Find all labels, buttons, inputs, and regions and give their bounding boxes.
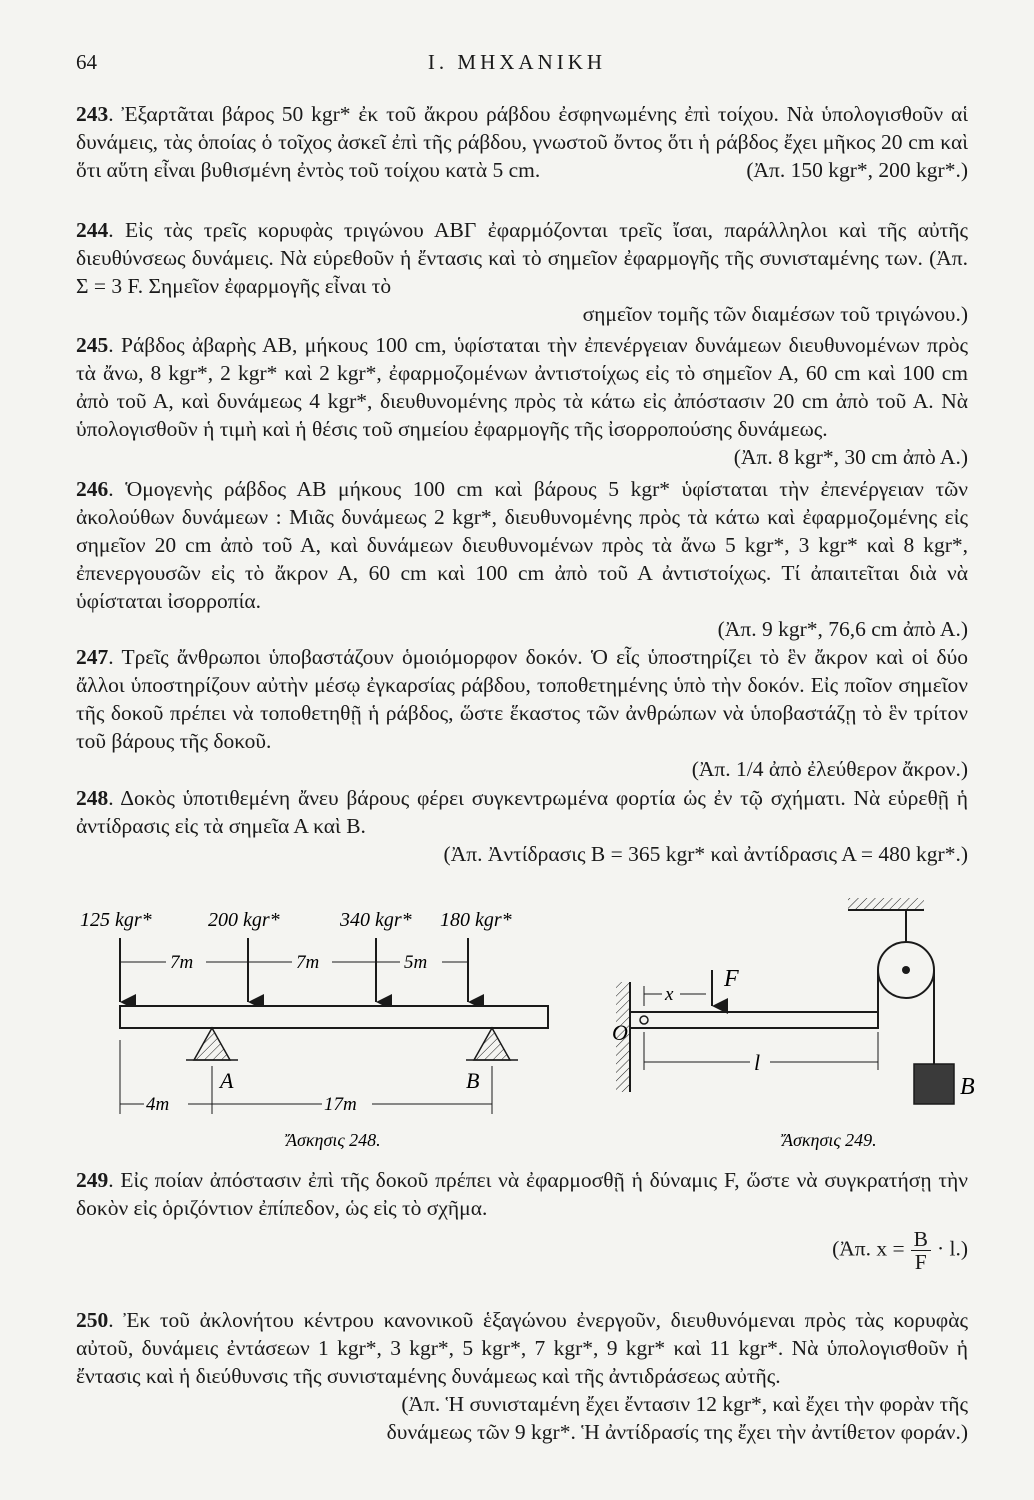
running-title: Ι. ΜΗΧΑΝΙΚΗ bbox=[427, 50, 607, 74]
problem-number: 246 bbox=[76, 477, 109, 501]
answer-suffix: · l.) bbox=[936, 1236, 968, 1261]
problem-text: Ὁμογενὴς ράβδος ΑΒ μήκους 100 cm καὶ βάρους 5 kgr* ὑφίσταται τὴν ἐπενέργειαν τῶν ἀκολούθων δυνάμεων : Μιᾶς δυνάμεως 2 kgr*, διευθυνομένης πρὸς τὰ κάτω καὶ ἐφαρμοζομένης εἰς σημεῖον 20 cm ἀπὸ τοῦ Α, καὶ δυνάμεων διευθυνομένων πρὸς τὰ ἄνω 5 kgr*, 3 kgr* καὶ 8 kgr*, ἐπενεργουσῶν εἰς τὸ ἄκρον Α, 60 cm καὶ 100 cm ἀπὸ τοῦ Α ἀντιστοίχως. Τί ἀπαιτεῖται διὰ νὰ ὑφίσταται ἰσορροπία. bbox=[76, 477, 968, 613]
problem-243: 243. Ἐξαρτᾶται βάρος 50 kgr* ἐκ τοῦ ἄκρου ράβδου ἐσφηνωμένης ἐπὶ τοίχου. Νὰ ὑπολογισθοῦν αἱ δυνάμεις, τὰς ὁποίας ὁ τοῖχος ἀσκεῖ ἐπὶ τῆς ράβδου, γνωστοῦ ὄντος ὅτι ἡ ράβδος ἔχει μῆκος 20 cm καὶ ὅτι αὕτη εἶναι βυθισμένη ἐντὸς τοῦ τοίχου κατὰ 5 cm. (Ἀπ. 150 kgr*, 200 kgr*.) bbox=[76, 102, 968, 182]
problem-text: Εἰς τὰς τρεῖς κορυφὰς τριγώνου ΑΒΓ ἐφαρμόζονται τρεῖς ἴσαι, παράλληλοι καὶ τῆς αὐτῆς διευθύνσεως δυνάμεις. Νὰ εὑρεθοῦν ἡ ἔντασις καὶ τὸ σημεῖον ἐφαρμογῆς τῆς συνισταμένης των. bbox=[76, 218, 968, 270]
span-label: 17m bbox=[324, 1094, 357, 1115]
force-label: F bbox=[724, 966, 739, 992]
figure-249 bbox=[612, 898, 975, 1150]
fraction-numerator: B bbox=[911, 1228, 931, 1251]
support-a-label: A bbox=[220, 1068, 234, 1093]
problem-246: 246. Ὁμογενὴς ράβδος ΑΒ μήκους 100 cm καὶ βάρους 5 kgr* ὑφίσταται τὴν ἐπενέργειαν τῶν ἀκολούθων δυνάμεων : Μιᾶς δυνάμεως 2 kgr*, διευθυνομένης πρὸς τὰ κάτω καὶ ἐφαρμοζομένης εἰς σημεῖον 20 cm ἀπὸ τοῦ Α, καὶ δυνάμεων διευθυνομένων πρὸς τὰ ἄνω 5 kgr*, 3 kgr* καὶ 8 kgr*, ἐπενεργουσῶν εἰς τὸ ἄκρον Α, 60 cm καὶ 100 cm ἀπὸ τοῦ Α ἀντιστοίχως. Τί ἀπαιτεῖται διὰ νὰ ὑφίσταται ἰσορροπία. (Ἀπ. 9 kgr*, 76,6 cm ἀπὸ Α.) bbox=[76, 477, 968, 641]
support-b bbox=[474, 1028, 510, 1060]
problem-248: 248. Δοκὸς ὑποτιθεμένη ἄνευ βάρους φέρει συγκεντρωμένα φορτία ὡς ἐν τῷ σχήματι. Νὰ εὑρεθῇ ἡ ἀντίδρασις εἰς τὰ σημεῖα Α καὶ Β. (Ἀπ. Ἀντίδρασις Β = 365 kgr* καὶ ἀντίδρασις Α = 480 kgr*.) bbox=[76, 786, 968, 866]
problem-number: 243 bbox=[76, 102, 109, 126]
load-label: 125 kgr* bbox=[80, 909, 152, 931]
weight-label: B bbox=[960, 1074, 975, 1100]
load-label: 340 kgr* bbox=[340, 909, 412, 931]
fraction-denominator: F bbox=[914, 1250, 927, 1274]
figures bbox=[60, 890, 980, 1170]
spacing-label: 7m bbox=[296, 952, 320, 973]
overhang-label: 4m bbox=[146, 1094, 170, 1115]
problem-245: 245. Ράβδος ἀβαρὴς ΑΒ, μήκους 100 cm, ὑφίσταται τὴν ἐπενέργειαν δυνάμεων διευθυνομένων πρὸς τὰ ἄνω, 8 kgr*, 2 kgr* καὶ 2 kgr*, ἐφαρμοζομένων ἀντιστοίχως εἰς τὸ σημεῖον Α, 60 cm καὶ 100 cm ἀπὸ τοῦ Α, καὶ δυνάμεως 4 kgr*, διευθυνομένης πρὸς τὰ κάτω εἰς ἀπόστασιν 20 cm ἀπὸ τοῦ Α. Νὰ ὑπολογισθοῦν ἡ τιμὴ καὶ ἡ θέσις τοῦ σημείου ἐφαρμογῆς τῆς ἰσορροπούσης δυνάμεως. (Ἀπ. 8 kgr*, 30 cm ἀπὸ Α.) bbox=[76, 333, 969, 469]
problem-answer: (Ἀπ. Ἀντίδρασις Β = 365 kgr* καὶ ἀντίδρασις Α = 480 kgr*.) bbox=[443, 842, 968, 866]
problem-number: 248 bbox=[76, 786, 109, 810]
figure-248 bbox=[80, 909, 548, 1150]
problem-249: 249. Εἰς ποίαν ἀπόστασιν ἐπὶ τῆς δοκοῦ πρέπει νὰ ἐφαρμοσθῇ ἡ δύναμις F, ὥστε νὰ συγκρατήσῃ τὴν δοκὸν εἰς ὁριζόντιον ἐπίπεδον, ὡς εἰς τὸ σχῆμα. (Ἀπ. x = $\frac{B}{F}$ · l.) bbox=[76, 1168, 969, 1274]
load-label: 180 kgr* bbox=[440, 909, 512, 931]
problem-number: 244 bbox=[76, 218, 109, 242]
page-number: 64 bbox=[76, 50, 97, 74]
problem-answer: (Ἀπ. 8 kgr*, 30 cm ἀπὸ Α.) bbox=[733, 445, 968, 469]
problem-number: 247 bbox=[76, 645, 109, 669]
beam bbox=[120, 1006, 548, 1028]
figure-248-caption: Ἄσκησις 248. bbox=[286, 1130, 381, 1150]
distance-x-label: x bbox=[665, 984, 674, 1005]
load-label: 200 kgr* bbox=[208, 909, 280, 931]
problem-247: 247. Τρεῖς ἄνθρωποι ὑποβαστάζουν ὁμοιόμορφον δοκόν. Ὁ εἷς ὑποστηρίζει τὸ ἓν ἄκρον καὶ οἱ δύο ἄλλοι ὑποστηρίζουν αὐτὴν μέσῳ ἐγκαρσίας ράβδου, τοποθετημένης ὑπὸ τὴν δοκόν. Εἰς ποῖον σημεῖον τῆς δοκοῦ πρέπει νὰ τοποθετηθῇ ἡ ράβδος, ὥστε ἕκαστος τῶν ἀνθρώπων νὰ ὑποβαστάζῃ τὸ ἓν τρίτον τοῦ βάρους τῆς δοκοῦ. (Ἀπ. 1/4 ἀπὸ ἐλεύθερον ἄκρον.) bbox=[76, 645, 968, 781]
problem-answer: (Ἀπ. 1/4 ἀπὸ ἐλεύθερον ἄκρον.) bbox=[691, 757, 968, 781]
problem-text: Δοκὸς ὑποτιθεμένη ἄνευ βάρους φέρει συγκεντρωμένα φορτία ὡς ἐν τῷ σχήματι. Νὰ εὑρεθῇ ἡ ἀντίδρασις εἰς τὰ σημεῖα Α καὶ Β. bbox=[76, 786, 968, 838]
problem-answer: (Ἀπ. 9 kgr*, 76,6 cm ἀπὸ Α.) bbox=[717, 617, 968, 641]
problem-number: 250 bbox=[76, 1308, 109, 1332]
problem-text: Εἰς ποίαν ἀπόστασιν ἐπὶ τῆς δοκοῦ πρέπει νὰ ἐφαρμοσθῇ ἡ δύναμις F, ὥστε νὰ συγκρατήσῃ τὴν δοκὸν εἰς ὁριζόντιον ἐπίπεδον, ὡς εἰς τὸ σχῆμα. bbox=[76, 1168, 969, 1220]
support-b-label: B bbox=[466, 1068, 480, 1093]
lever-beam bbox=[630, 1012, 878, 1028]
length-label: l bbox=[754, 1050, 761, 1075]
problem-250: 250. Ἐκ τοῦ ἀκλονήτου κέντρου κανονικοῦ ἑξαγώνου ἐνεργοῦν, διευθυνόμεναι πρὸς τὰς κορυφὰς αὐτοῦ, δυνάμεις ἐντάσεων 1 kgr*, 3 kgr*, 5 kgr*, 7 kgr*, 9 kgr* καὶ 11 kgr*. Νὰ ὑπολογισθοῦν ἡ ἔντασις καὶ ἡ διεύθυνσις τῆς συνισταμένης δυνάμεως καὶ τῆς ἀντιδράσεως αὐτῆς. (Ἀπ. Ἡ συνισταμένη ἔχει ἔντασιν 12 kgr*, καὶ ἔχει τὴν φορὰν τῆς δυνάμεως τῶν 9 kgr*. Ἡ ἀντίδρασίς της ἔχει τὴν ἀντίθετον φοράν.) bbox=[76, 1308, 968, 1444]
problem-text: Ἐκ τοῦ ἀκλονήτου κέντρου κανονικοῦ ἑξαγώνου ἐνεργοῦν, διευθυνόμεναι πρὸς τὰς κορυφὰς αὐτοῦ, δυνάμεις ἐντάσεων 1 kgr*, 3 kgr*, 5 kgr*, 7 kgr*, 9 kgr* καὶ 11 kgr*. Νὰ ὑπολογισθοῦν ἡ ἔντασις καὶ ἡ διεύθυνσις τῆς συνισταμένης δυνάμεως καὶ τῆς ἀντιδράσεως αὐτῆς. bbox=[76, 1308, 968, 1388]
problem-answer-line-1: (Ἀπ. Ἡ συνισταμένη ἔχει ἔντασιν 12 kgr*, καὶ ἔχει τὴν φορὰν τῆς bbox=[401, 1392, 968, 1416]
problem-answer bbox=[76, 1228, 968, 1273]
pivot-label: O bbox=[612, 1020, 628, 1045]
support-a bbox=[194, 1028, 230, 1060]
weight-block bbox=[914, 1064, 954, 1104]
problem-number: 245 bbox=[76, 333, 109, 357]
problem-244: 244. Εἰς τὰς τρεῖς κορυφὰς τριγώνου ΑΒΓ ἐφαρμόζονται τρεῖς ἴσαι, παράλληλοι καὶ τῆς αὐτῆς διευθύνσεως δυνάμεις. Νὰ εὑρεθοῦν ἡ ἔντασις καὶ τὸ σημεῖον ἐφαρμογῆς τῆς συνισταμένης των. (Ἀπ. Σ = 3 F. Σημεῖον ἐφαρμογῆς εἶναι τὸ σημεῖον τομῆς τῶν διαμέσων τοῦ τριγώνου.) bbox=[76, 218, 969, 326]
problem-number: 249 bbox=[76, 1168, 109, 1192]
problem-answer-line-2: σημεῖον τομῆς τῶν διαμέσων τοῦ τριγώνου.) bbox=[582, 302, 968, 326]
problem-text: Τρεῖς ἄνθρωποι ὑποβαστάζουν ὁμοιόμορφον δοκόν. Ὁ εἷς ὑποστηρίζει τὸ ἓν ἄκρον καὶ οἱ δύο ἄλλοι ὑποστηρίζουν αὐτὴν μέσῳ ἐγκαρσίας ράβδου, τοποθετημένης ὑπὸ τὴν δοκόν. Εἰς ποῖον σημεῖον τῆς δοκοῦ πρέπει νὰ τοποθετηθῇ ἡ ράβδος, ὥστε ἕκαστος τῶν ἀνθρώπων νὰ ὑποβαστάζῃ τὸ ἓν τρίτον τοῦ βάρους τῆς δοκοῦ. bbox=[76, 645, 968, 753]
problem-text: Ράβδος ἀβαρὴς ΑΒ, μήκους 100 cm, ὑφίσταται τὴν ἐπενέργειαν δυνάμεων διευθυνομένων πρὸς τὰ ἄνω, 8 kgr*, 2 kgr* καὶ 2 kgr*, ἐφαρμοζομένων ἀντιστοίχως εἰς τὸ σημεῖον Α, 60 cm καὶ 100 cm ἀπὸ τοῦ Α, καὶ δυνάμεως 4 kgr*, διευθυνομένης πρὸς τὰ κάτω εἰς ἀπόστασιν 20 cm ἀπὸ τοῦ Α. Νὰ ὑπολογισθοῦν ἡ τιμὴ καὶ ἡ θέσις τοῦ σημείου ἐφαρμογῆς τῆς ἰσορροπούσης δυνάμεως. bbox=[76, 333, 969, 441]
answer-prefix: (Ἀπ. x = bbox=[832, 1236, 905, 1261]
spacing-label: 7m bbox=[170, 952, 194, 973]
problem-answer-line-1: (Ἀπ. Σ = 3 F. Σημεῖον ἐφαρμογῆς εἶναι τὸ bbox=[76, 246, 969, 298]
problem-answer-line-2: δυνάμεως τῶν 9 kgr*. Ἡ ἀντίδρασίς της ἔχει τὴν ἀντίθετον φοράν.) bbox=[386, 1420, 968, 1444]
figure-249-caption: Ἄσκησις 249. bbox=[782, 1130, 877, 1150]
problem-text: Ἐξαρτᾶται βάρος 50 kgr* ἐκ τοῦ ἄκρου ράβδου ἐσφηνωμένης ἐπὶ τοίχου. Νὰ ὑπολογισθοῦν αἱ δυνάμεις, τὰς ὁποίας ὁ τοῖχος ἀσκεῖ ἐπὶ τῆς ράβδου, γνωστοῦ ὄντος ὅτι ἡ ράβδος ἔχει μῆκος 20 cm καὶ ὅτι αὕτη εἶναι βυθισμένη ἐντὸς τοῦ τοίχου κατὰ 5 cm. bbox=[76, 102, 968, 182]
spacing-label: 5m bbox=[404, 952, 428, 973]
problem-answer: (Ἀπ. 150 kgr*, 200 kgr*.) bbox=[746, 158, 968, 182]
answer-fraction bbox=[911, 1228, 931, 1273]
